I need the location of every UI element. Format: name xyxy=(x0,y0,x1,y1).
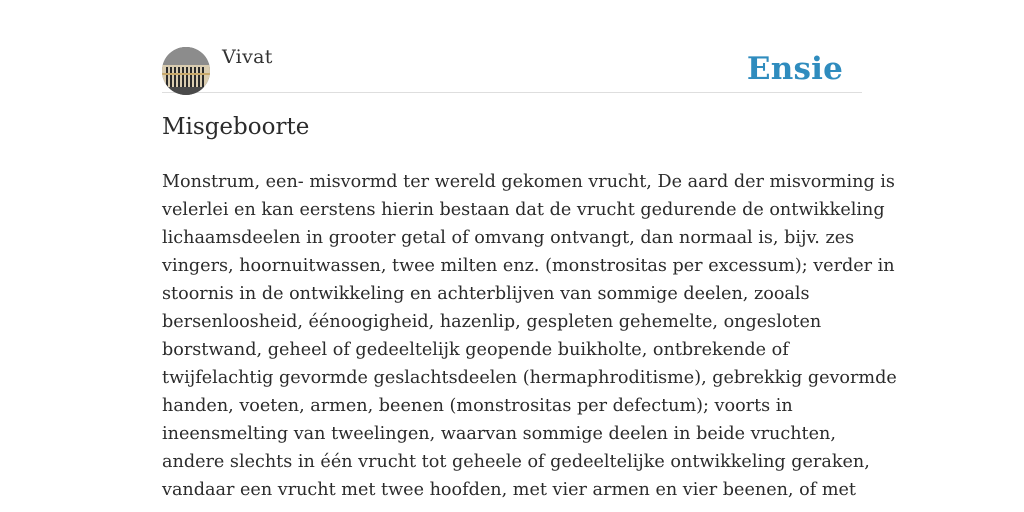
body-line: Monstrum, een- misvormd ter wereld gekomen vrucht, De aard der misvorming is xyxy=(162,172,895,192)
book-spines-avatar-icon xyxy=(162,47,210,95)
avatar[interactable] xyxy=(162,47,210,95)
source-name[interactable]: Vivat xyxy=(222,46,273,68)
page-title: Misgeboorte xyxy=(162,114,310,140)
brand-logo[interactable]: Ensie xyxy=(746,51,843,87)
body-line: ineensmelting van tweelingen, waarvan sommige deelen in beide vruchten, xyxy=(162,424,836,444)
body-line: bersenloosheid, éénoogigheid, hazenlip, gespleten gehemelte, ongesloten xyxy=(162,312,822,332)
body-line: borstwand, geheel of gedeeltelijk geopende buikholte, ontbrekende of xyxy=(162,340,789,360)
body-line: vingers, hoornuitwassen, twee milten enz. (monstrositas per excessum); verder in xyxy=(162,256,895,276)
article-body xyxy=(162,168,897,504)
header xyxy=(162,46,862,93)
body-line: lichaamsdeelen in grooter getal of omvang ontvangt, dan normaal is, bijv. zes xyxy=(162,228,855,248)
body-line: stoornis in de ontwikkeling en achterblijven van sommige deelen, zooals xyxy=(162,284,810,304)
body-line: andere slechts in één vrucht tot geheele of gedeeltelijke ontwikkeling geraken, xyxy=(162,452,870,472)
body-line: velerlei en kan eerstens hierin bestaan dat de vrucht gedurende de ontwikkeling xyxy=(162,200,885,220)
body-line: vandaar een vrucht met twee hoofden, met vier armen en vier beenen, of met xyxy=(162,480,856,500)
body-line: twijfelachtig gevormde geslachtsdeelen (hermaphroditisme), gebrekkig gevormde xyxy=(162,368,897,388)
body-line: handen, voeten, armen, beenen (monstrositas per defectum); voorts in xyxy=(162,396,793,416)
